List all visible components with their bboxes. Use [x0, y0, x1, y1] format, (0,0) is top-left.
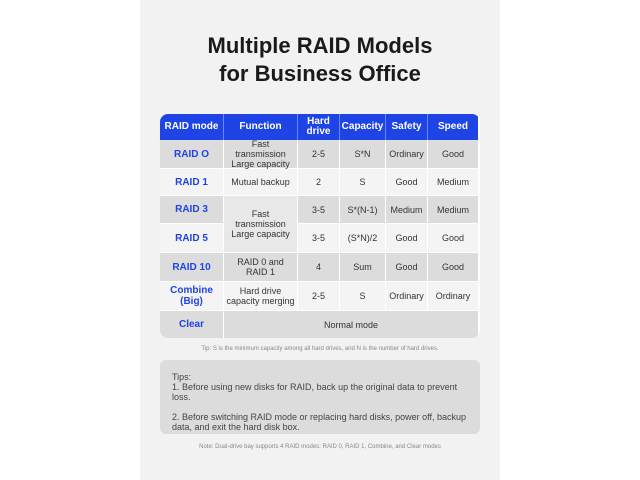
row-raid5-mode: RAID 5 — [160, 224, 224, 253]
tips-box — [160, 360, 480, 434]
row-raid3-mode: RAID 3 — [160, 196, 224, 224]
row-raid0-speed: Good — [428, 140, 478, 169]
row-raid5-speed: Good — [428, 224, 478, 253]
row-raid5-safety: Good — [386, 224, 428, 253]
row-combine-capacity: S — [340, 282, 386, 311]
row-raid1-function: Mutual backup — [224, 169, 298, 196]
row-raid0-hard-drive: 2-5 — [298, 140, 340, 169]
row-raid10-hard-drive: 4 — [298, 253, 340, 282]
row-raid1-safety: Good — [386, 169, 428, 196]
row-raid3-safety: Medium — [386, 196, 428, 224]
row-combine-speed: Ordinary — [428, 282, 478, 311]
bottom-note: Note: Dual-drive bay supports 4 RAID modes: RAID 0, RAID 1, Combine, and Clear modes — [199, 444, 441, 450]
row-raid3-capacity: S*(N-1) — [340, 196, 386, 224]
tips-item-2: 2. Before switching RAID mode or replacing hard disks, power off, backup data, and exit the hard disk box. — [172, 412, 466, 432]
header-capacity: Capacity — [340, 114, 386, 140]
row-raid1-speed: Medium — [428, 169, 478, 196]
row-raid10-speed: Good — [428, 253, 478, 282]
tips-spacer — [172, 402, 468, 412]
row-raid5-hard-drive: 3-5 — [298, 224, 340, 253]
row-combine-function: Hard drive capacity merging — [224, 282, 298, 311]
row-clear-mode: Clear — [160, 311, 224, 338]
row-raid1-mode: RAID 1 — [160, 169, 224, 196]
header-speed: Speed — [428, 114, 478, 140]
row-raid1-hard-drive: 2 — [298, 169, 340, 196]
row-raid10-safety: Good — [386, 253, 428, 282]
row-raid0-function: Fast transmission Large capacity — [224, 140, 298, 169]
row-combine-mode: Combine (Big) — [160, 282, 224, 311]
tips-heading: Tips: — [172, 372, 192, 382]
content-panel — [140, 0, 500, 480]
row-raid5-capacity: (S*N)/2 — [340, 224, 386, 253]
row-raid10-mode: RAID 10 — [160, 253, 224, 282]
tips-item-1: 1. Before using new disks for RAID, back up the original data to prevent loss. — [172, 382, 458, 402]
row-raid0-mode: RAID O — [160, 140, 224, 169]
row-combine-hard-drive: 2-5 — [298, 282, 340, 311]
row-raid3-5-function: Fast transmission Large capacity — [224, 196, 298, 253]
row-raid0-capacity: S*N — [340, 140, 386, 169]
tip-footnote: Tip: S is the minimum capacity among all hard drives, and N is the number of hard drives. — [201, 346, 439, 352]
row-raid10-capacity: Sum — [340, 253, 386, 282]
row-raid10-function: RAID 0 and RAID 1 — [224, 253, 298, 282]
row-clear-function: Normal mode — [224, 311, 478, 338]
header-raid-mode: RAID mode — [160, 114, 224, 140]
row-raid0-safety: Ordinary — [386, 140, 428, 169]
title-line-2: for Business Office — [219, 61, 421, 86]
raid-table — [160, 114, 480, 338]
row-raid1-capacity: S — [340, 169, 386, 196]
row-raid3-hard-drive: 3-5 — [298, 196, 340, 224]
header-hard-drive: Hard drive — [298, 114, 340, 140]
row-raid3-speed: Medium — [428, 196, 478, 224]
row-combine-safety: Ordinary — [386, 282, 428, 311]
page-title — [140, 32, 500, 88]
title-line-1: Multiple RAID Models — [207, 33, 433, 58]
header-safety: Safety — [386, 114, 428, 140]
header-function: Function — [224, 114, 298, 140]
